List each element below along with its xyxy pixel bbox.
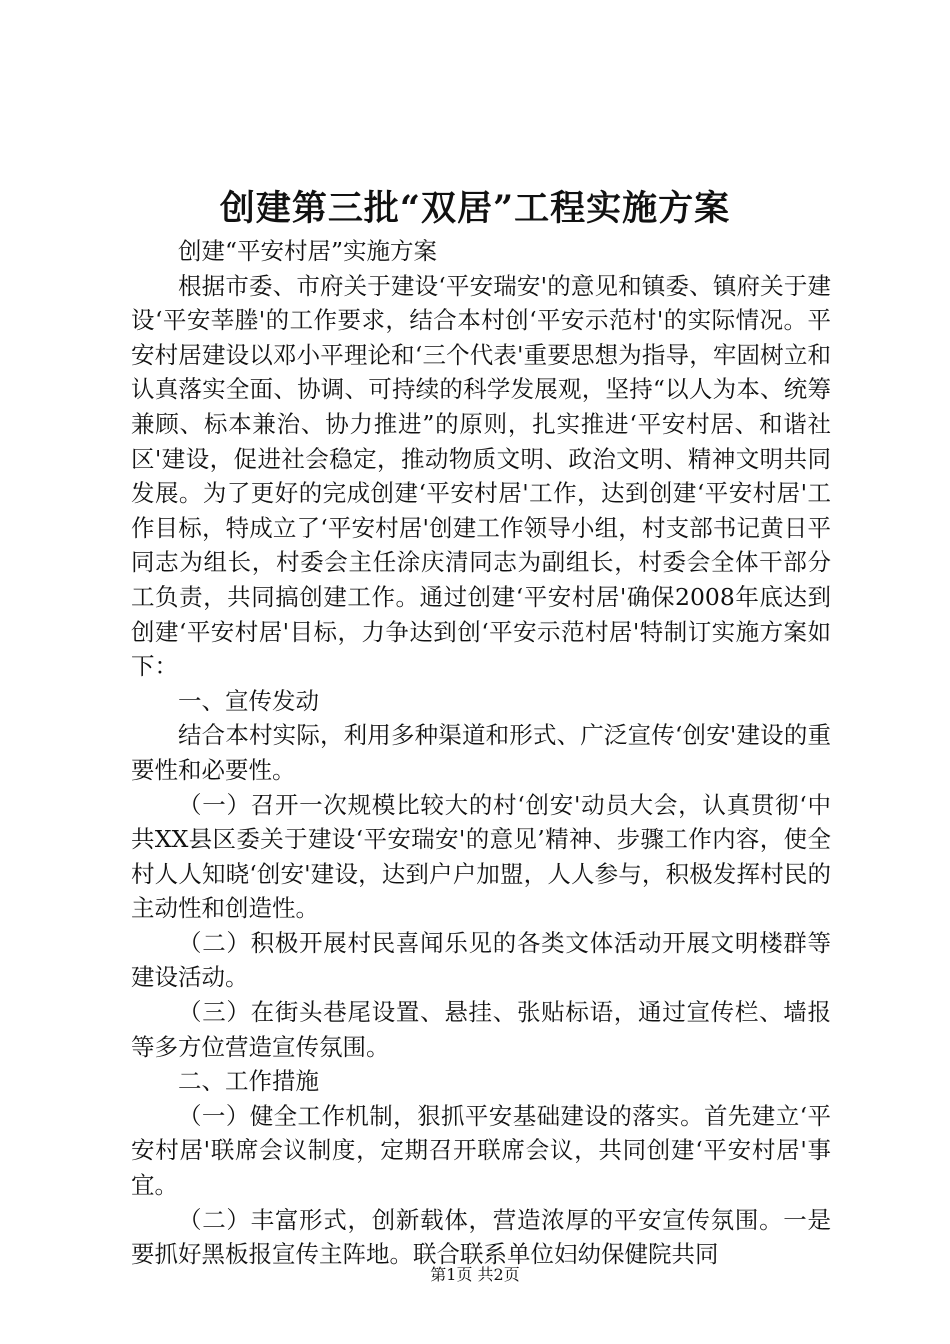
paragraph-measure-2: （二）丰富形式，创新载体，营造浓厚的平安宣传氛围。一是要抓好黑板报宣传主阵地。联合联系单位妇幼保健院共同 bbox=[131, 1205, 831, 1269]
section-heading-publicity: 一、宣传发动 bbox=[178, 686, 319, 715]
document-title: 创建第三批“双居”工程实施方案 bbox=[219, 188, 731, 229]
paragraph-item-3: （三）在街头巷尾设置、悬挂、张贴标语，通过宣传栏、墙报等多方位营造宣传氛围。 bbox=[131, 998, 831, 1061]
paragraph-measure-1: （一）健全工作机制，狠抓平安基础建设的落实。首先建立‘平安村居'联席会议制度，定期召开联席会议，共同创建‘平安村居'事宜。 bbox=[131, 1101, 831, 1200]
paragraph-item-1: （一）召开一次规模比较大的村‘创安'动员大会，认真贯彻‘中共XX县区委关于建设‘平安瑞安'的意见’精神、步骤工作内容，使全村人人知晓‘创安'建设，达到户户加盟，人人参与，积极发挥村民的主动性和创造性。 bbox=[131, 790, 831, 923]
paragraph-subtitle: 创建“平安村居”实施方案 bbox=[178, 237, 438, 265]
page-footer: 第1页 共2页 bbox=[430, 1265, 520, 1284]
paragraph-intro: 根据市委、市府关于建设‘平安瑞安'的意见和镇委、镇府关于建设‘平安莘塍'的工作要求，结合本村创‘平安示范村'的实际情况。平安村居建设以邓小平理论和‘三个代表'重要思想为指导，牢固树立和认真落实全面、协调、可持续的科学发展观，坚持“以人为本、统筹兼顾、标本兼治、协力推进”的原则，扎实推进‘平安村居、和谐社区'建设，促进社会稳定，推动物质文明、政治文明、精神文明共同发展。为了更好的完成创建‘平安村居'工作，达到创建‘平安村居'工作目标，特成立了‘平安村居'创建工作领导小组，村支部书记黄日平同志为组长，村委会主任涂庆清同志为副组长，村委会全体干部分工负责，共同搞创建工作。通过创建‘平安村居'确保2008年底达到创建‘平安村居'目标，力争达到创‘平安示范村居'特制订实施方案如下： bbox=[131, 271, 831, 681]
document-body bbox=[131, 234, 831, 1272]
section-heading-measures: 二、工作措施 bbox=[178, 1067, 319, 1096]
paragraph-item-2: （二）积极开展村民喜闻乐见的各类文体活动开展文明楼群等建设活动。 bbox=[131, 928, 831, 992]
paragraph-publicity: 结合本村实际，利用多种渠道和形式、广泛宣传‘创安'建设的重要性和必要性。 bbox=[131, 721, 831, 784]
